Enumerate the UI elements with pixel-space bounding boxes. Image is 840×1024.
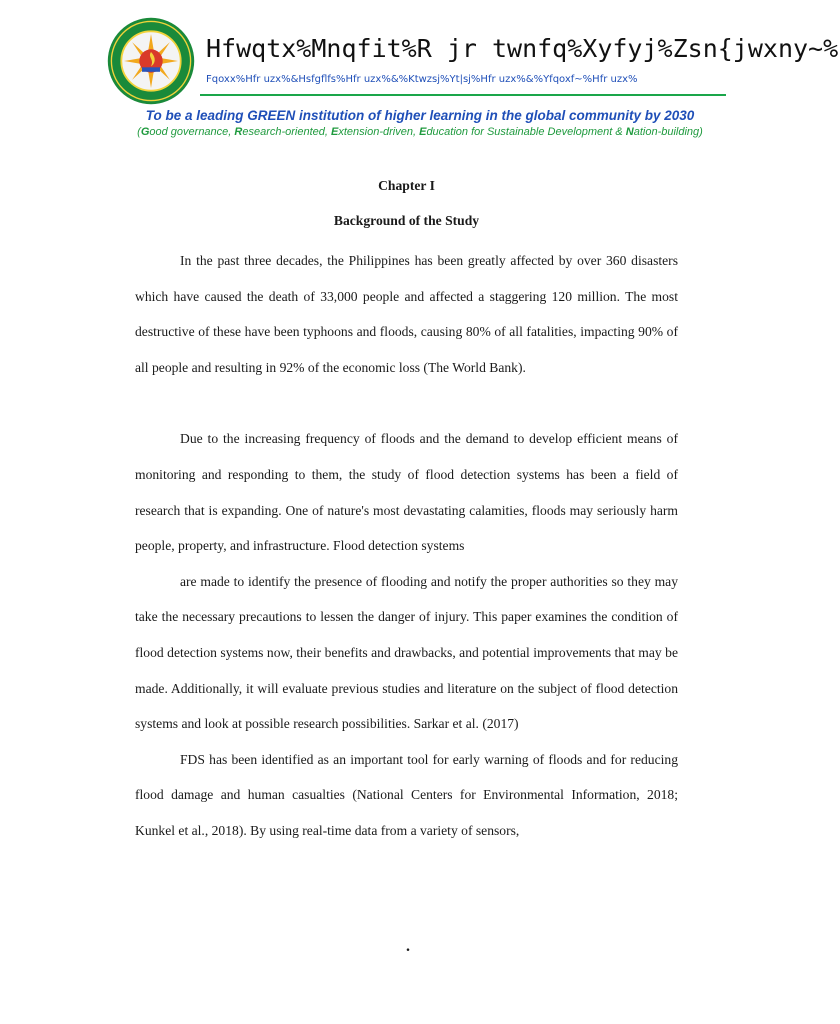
vision-statement: To be a leading GREEN institution of higher learning in the global community by 2030 (145, 108, 695, 123)
page-mark: . (406, 938, 410, 955)
university-seal-icon (106, 16, 196, 106)
document-header (0, 0, 839, 150)
vision-acronym: (Good governance, Research-oriented, Extension-driven, Education for Sustainable Development & Nation-building) (137, 126, 703, 138)
paragraph: Due to the increasing frequency of floods and the demand to develop efficient means of monitoring and responding to them, the study of flood detection systems has been a field of research that is expanding. One of nature's most devastating calamities, floods may seriously harm people, property, and infrastructure. Flood detection systems (135, 431, 678, 554)
document-body (135, 176, 678, 849)
paragraph: FDS has been identified as an important tool for early warning of floods and for reducing flood damage and human casualties (National Centers for Environmental Information, 2018; Kunkel et al., 2018). By using real-time data from a variety of sensors, (135, 751, 678, 838)
paragraph: are made to identify the presence of flooding and notify the proper authorities so they may take the necessary precautions to lessen the danger of injury. This paper examines the condition of flood detection systems now, their benefits and drawbacks, and potential improvements that may be made. Additionally, it will evaluate previous studies and literature on the subject of flood detection systems and look at possible research possibilities. Sarkar et al. (2017) (135, 573, 678, 732)
section-heading: Background of the Study (333, 213, 480, 228)
paragraph-spacer (135, 385, 678, 421)
header-divider (200, 94, 726, 96)
institution-name: Hfwqtx%Mnqfit%R jr twnfq%Xyfyj%Zsn{jwxny~% (206, 34, 839, 63)
paragraph: In the past three decades, the Philippines has been greatly affected by over 360 disasters which have caused the death of 33,000 people and affected a staggering 120 million. The most destructive of these have been typhoons and floods, causing 80% of all fatalities, impacting 90% of all people and resulting in 92% of the economic loss (The World Bank). (135, 253, 678, 375)
chapter-heading: Chapter I (378, 178, 435, 193)
campus-list: Fqoxx%Hfr uzx%&Hsfgflfs%Hfr uzx%&%Ktwzsj%Yt|sj%Hfr uzx%&%Yfqoxf~%Hfr uzx% (206, 74, 638, 85)
